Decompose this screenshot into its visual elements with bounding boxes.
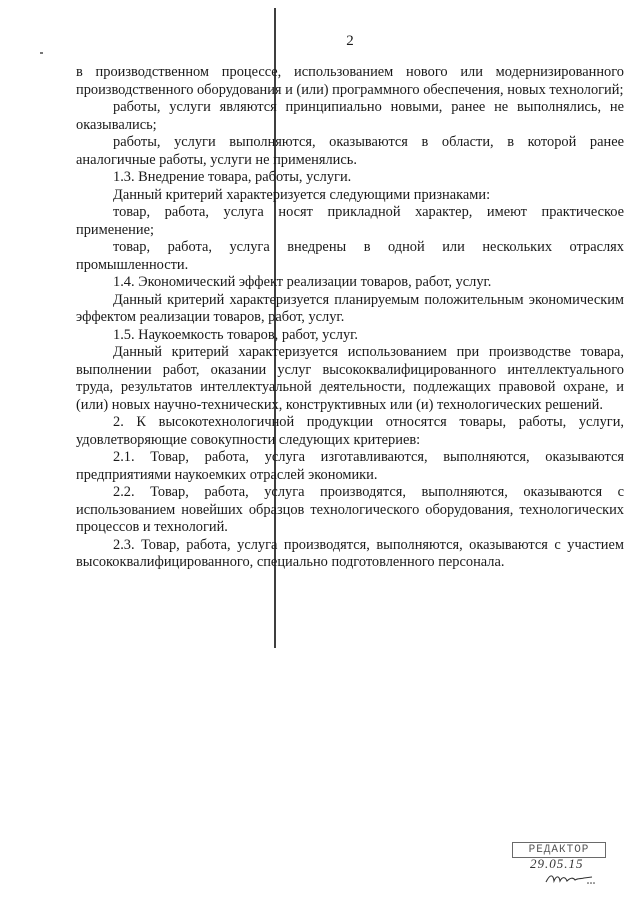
stamp-date: 29.05.15	[530, 856, 584, 871]
stamp-label: РЕДАКТОР	[512, 842, 606, 858]
page-number: 2	[346, 33, 354, 49]
signature-icon	[544, 870, 596, 886]
paragraph: работы, услуги являются принципиально новыми, ранее не выполнялись, не оказывались;	[76, 99, 624, 133]
paragraph: 2.1. Товар, работа, услуга изготавливаются, выполняются, оказываются предприятиями наукоемких отраслей экономики.	[76, 449, 624, 483]
paragraph: Данный критерий характеризуется планируемым положительным экономическим эффектом реализации товаров, работ, услуг.	[76, 291, 624, 325]
paragraph: работы, услуги выполняются, оказываются в области, в которой ранее аналогичные работы, услуги не применялись.	[76, 134, 624, 168]
editor-stamp	[512, 842, 608, 886]
paragraph: товар, работа, услуга носят прикладной характер, имеют практическое применение;	[76, 204, 624, 238]
scan-speck	[40, 52, 43, 54]
paragraph: товар, работа, услуга внедрены в одной или нескольких отраслях промышленности.	[76, 239, 624, 273]
paragraph: 2. К высокотехнологичной продукции относятся товары, работы, услуги, удовлетворяющие совокупности следующих критериев:	[76, 414, 624, 448]
section-heading: 1.3. Внедрение товара, работы, услуги.	[113, 169, 352, 185]
section-heading: 1.4. Экономический эффект реализации товаров, работ, услуг.	[113, 274, 492, 290]
paragraph: Данный критерий характеризуется следующими признаками:	[113, 186, 491, 203]
paragraph: Данный критерий характеризуется использованием при производстве товара, выполнении работ, оказании услуг высококвалифицированного интеллектуального труда, результатов интеллектуальной деятельности, подлежащих правовой охране, и (или) новых научно-технических, конструктивных или (и) технологических решений.	[76, 344, 624, 413]
paragraph: в производственном процессе, использованием нового или модернизированного производственного оборудования и (или) программного обеспечения, новых технологий;	[76, 64, 624, 98]
section-heading: 1.5. Наукоемкость товаров, работ, услуг.	[113, 326, 359, 343]
paragraph: 2.2. Товар, работа, услуга производятся, выполняются, оказываются с использованием новейших образцов технологического оборудования, технологических процессов и технологий.	[76, 484, 624, 535]
paragraph: 2.3. Товар, работа, услуга производятся, выполняются, оказываются с участием высококвалифицированного, специально подготовленного персонала.	[76, 536, 624, 570]
body-text	[76, 64, 624, 572]
